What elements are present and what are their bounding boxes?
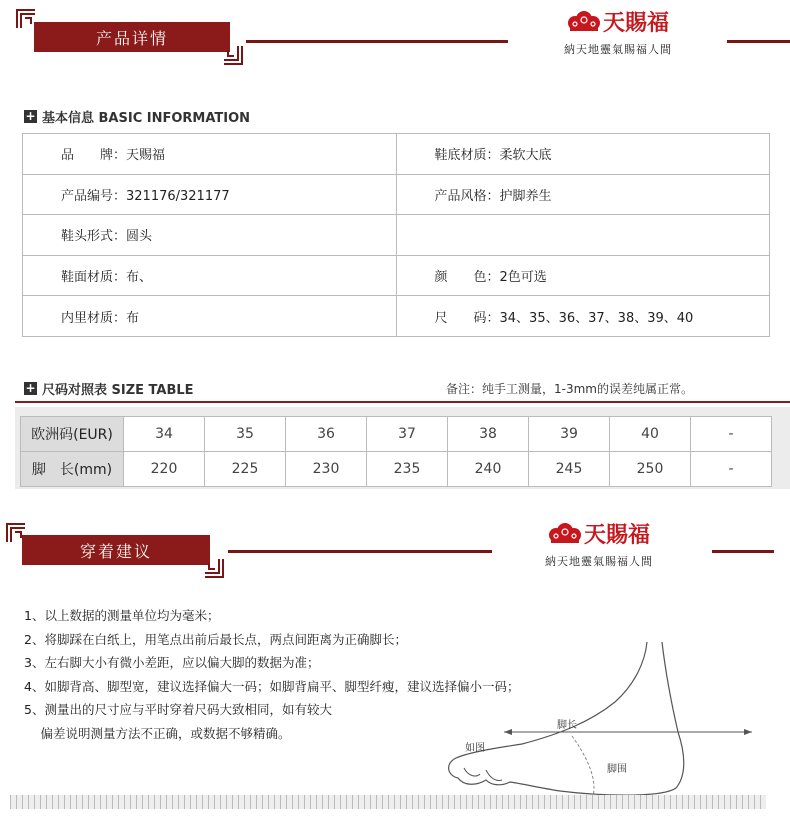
- foot-length-label: 脚长: [557, 720, 577, 731]
- wearing-advice-title: 穿着建议: [79, 541, 152, 561]
- list-item: 2、将脚踩在白纸上，用笔点出前后最长点，两点间距离为正确脚长；: [24, 631, 407, 647]
- plus-icon: +: [25, 109, 36, 123]
- product-details-title: 产品详情: [95, 28, 168, 48]
- auspicious-cloud-icon: [548, 521, 582, 551]
- divider: [712, 550, 774, 553]
- divider: [228, 550, 492, 553]
- corner-ornament-icon: [222, 44, 244, 66]
- table-row: 鞋头形式：圆头: [23, 215, 770, 256]
- size-table-heading: + 尺码对照表 SIZE TABLE: [25, 381, 194, 398]
- logo-slogan: 納天地靈氣賜福人間: [545, 555, 653, 568]
- plus-icon: +: [25, 381, 36, 395]
- corner-ornament-icon: [203, 557, 225, 579]
- table-row: 品 牌：天赐福 鞋底材质：柔软大底: [23, 134, 770, 175]
- table-row: 欧洲码(EUR) 34 35 36 37 38 39 40 -: [21, 417, 772, 452]
- basic-info-table: [22, 133, 770, 337]
- list-item: 偏差说明测量方法不正确，或数据不够精确。: [24, 725, 291, 741]
- divider: [15, 401, 790, 403]
- brand-logo: [534, 518, 664, 569]
- logo-slogan: 納天地靈氣賜福人間: [564, 43, 672, 56]
- table-row: 内里材质：布 尺 码：34、35、36、37、38、39、40: [23, 296, 770, 337]
- list-item: 3、左右脚大小有微小差距，应以偏大脚的数据为准；: [24, 655, 320, 670]
- table-row: 产品编号：321176/321177 产品风格：护脚养生: [23, 174, 770, 215]
- foot-girth-label: 脚围: [607, 764, 627, 775]
- divider: [246, 40, 508, 43]
- logo-wordmark: 天賜福: [583, 522, 650, 548]
- ruler: [10, 795, 766, 809]
- table-row: 脚 长(mm) 220 225 230 235 240 245 250 -: [21, 452, 772, 487]
- list-item: 5、测量出的尺寸应与平时穿着尺码大致相同，如有较大: [24, 702, 332, 717]
- list-item: 4、如脚背高、脚型宽，建议选择偏大一码；如脚背扁平、脚型纤瘦，建议选择偏小一码；: [24, 678, 520, 694]
- list-item: 1、以上数据的测量单位均为毫米；: [24, 608, 220, 623]
- figure-label: 如图: [465, 743, 485, 754]
- brand-logo: [553, 6, 683, 57]
- auspicious-cloud-icon: [567, 9, 601, 39]
- arrow-left-icon: [504, 729, 512, 735]
- measurement-note: 备注：纯手工测量，1-3mm的误差纯属正常。: [446, 382, 693, 396]
- arrow-right-icon: [744, 729, 752, 735]
- table-row: 鞋面材质：布、 颜 色：2色可选: [23, 255, 770, 296]
- basic-info-heading: + 基本信息 BASIC INFORMATION: [25, 109, 251, 126]
- divider: [727, 40, 790, 43]
- wearing-advice-banner: [22, 535, 210, 565]
- logo-wordmark: 天賜福: [602, 10, 669, 36]
- foot-diagram: [440, 636, 770, 811]
- product-details-banner: [34, 22, 230, 52]
- size-table: [20, 416, 772, 487]
